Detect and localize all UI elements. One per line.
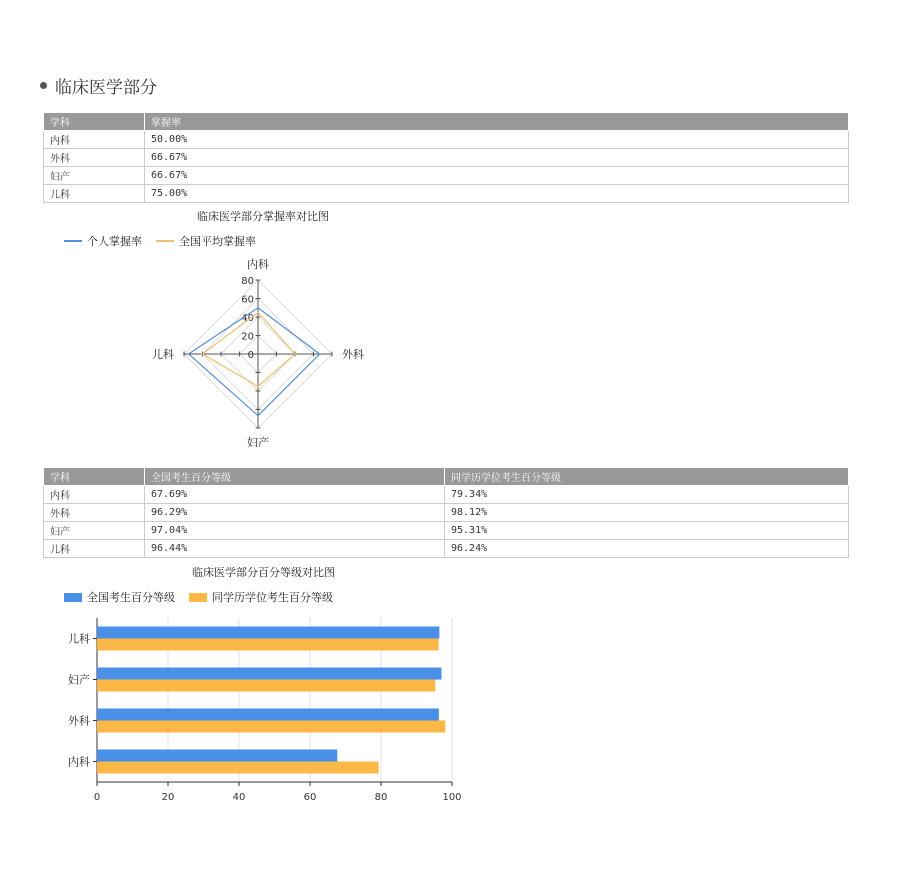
x-tick-label: 60: [303, 792, 317, 803]
table-header-cell: 同学历学位考生百分等级: [445, 468, 849, 486]
legend-label: 全国考生百分等级: [87, 591, 175, 604]
legend-item: [189, 589, 333, 605]
table-cell: 儿科: [44, 540, 145, 558]
bullet-icon: [40, 82, 47, 89]
table-cell: 96.44%: [145, 540, 445, 558]
radar-tick-label: 60: [241, 294, 254, 306]
radar-axis-label: 妇产: [247, 436, 269, 449]
table-cell: 内科: [44, 131, 145, 149]
section-header: [40, 73, 157, 98]
legend-item: [64, 233, 142, 249]
mastery-table: [43, 112, 849, 203]
legend-swatch: [64, 240, 82, 242]
table-cell: 外科: [44, 504, 145, 522]
table-cell: 外科: [44, 149, 145, 167]
table-cell: 50.00%: [145, 131, 849, 149]
radar-series: [189, 308, 320, 416]
table-cell: 66.67%: [145, 149, 849, 167]
bar: [97, 709, 439, 721]
y-tick-label: 外科: [68, 714, 90, 728]
table-cell: 96.29%: [145, 504, 445, 522]
radar-axis-label: 内科: [247, 258, 269, 271]
table-cell: 儿科: [44, 185, 145, 203]
legend-item: [156, 233, 256, 249]
x-tick-label: 20: [161, 792, 175, 803]
table-row: [44, 540, 849, 558]
radar-tick-label: 0: [247, 350, 254, 361]
table-cell: 内科: [44, 486, 145, 504]
percentile-table: [43, 467, 849, 558]
radar-chart-title: 临床医学部分掌握率对比图: [197, 210, 329, 223]
table-row: [44, 131, 849, 149]
legend-swatch: [189, 593, 207, 602]
radar-tick-label: 80: [241, 276, 254, 287]
table-cell: 96.24%: [445, 540, 849, 558]
legend-label: 同学历学位考生百分等级: [212, 591, 333, 604]
table-cell: 97.04%: [145, 522, 445, 540]
table-row: [44, 149, 849, 167]
x-tick-label: 0: [93, 792, 101, 803]
table-header-cell: 全国考生百分等级: [145, 468, 445, 486]
table-cell: 67.69%: [145, 486, 445, 504]
bar-legend: [64, 589, 347, 605]
table-header-cell: 学科: [44, 113, 145, 131]
radar-tick-label: 40: [241, 313, 254, 324]
radar-legend: [64, 233, 270, 249]
table-cell: 75.00%: [145, 185, 849, 203]
radar-axis-label: 儿科: [152, 348, 174, 361]
table-cell: 66.67%: [145, 167, 849, 185]
bar: [97, 668, 441, 680]
bar: [97, 639, 439, 651]
legend-label: 全国平均掌握率: [179, 235, 256, 248]
legend-label: 个人掌握率: [87, 235, 142, 248]
x-tick-label: 80: [374, 792, 388, 803]
table-header-cell: 掌握率: [145, 113, 849, 131]
table-row: [44, 486, 849, 504]
table-cell: 79.34%: [445, 486, 849, 504]
y-tick-label: 妇产: [68, 673, 90, 687]
bar: [97, 762, 379, 774]
table-header-cell: 学科: [44, 468, 145, 486]
x-tick-label: 40: [232, 792, 246, 803]
bar: [97, 627, 439, 639]
bar-chart-title: 临床医学部分百分等级对比图: [192, 566, 335, 579]
radar-chart: [140, 255, 470, 455]
table-row: [44, 167, 849, 185]
table-cell: 妇产: [44, 167, 145, 185]
table-cell: 98.12%: [445, 504, 849, 522]
bar: [97, 721, 445, 733]
bar-chart: [55, 610, 495, 810]
bar: [97, 680, 435, 692]
table-cell: 95.31%: [445, 522, 849, 540]
table-row: [44, 504, 849, 522]
radar-tick-label: 20: [241, 331, 254, 343]
legend-item: [64, 589, 175, 605]
section-title: 临床医学部分: [55, 78, 157, 98]
legend-swatch: [64, 593, 82, 602]
legend-swatch: [156, 240, 174, 242]
y-tick-label: 内科: [68, 755, 90, 769]
table-row: [44, 185, 849, 203]
table-row: [44, 522, 849, 540]
bar: [97, 750, 337, 762]
x-tick-label: 100: [442, 792, 462, 803]
radar-axis-label: 外科: [342, 348, 364, 361]
y-tick-label: 儿科: [68, 632, 90, 646]
table-cell: 妇产: [44, 522, 145, 540]
